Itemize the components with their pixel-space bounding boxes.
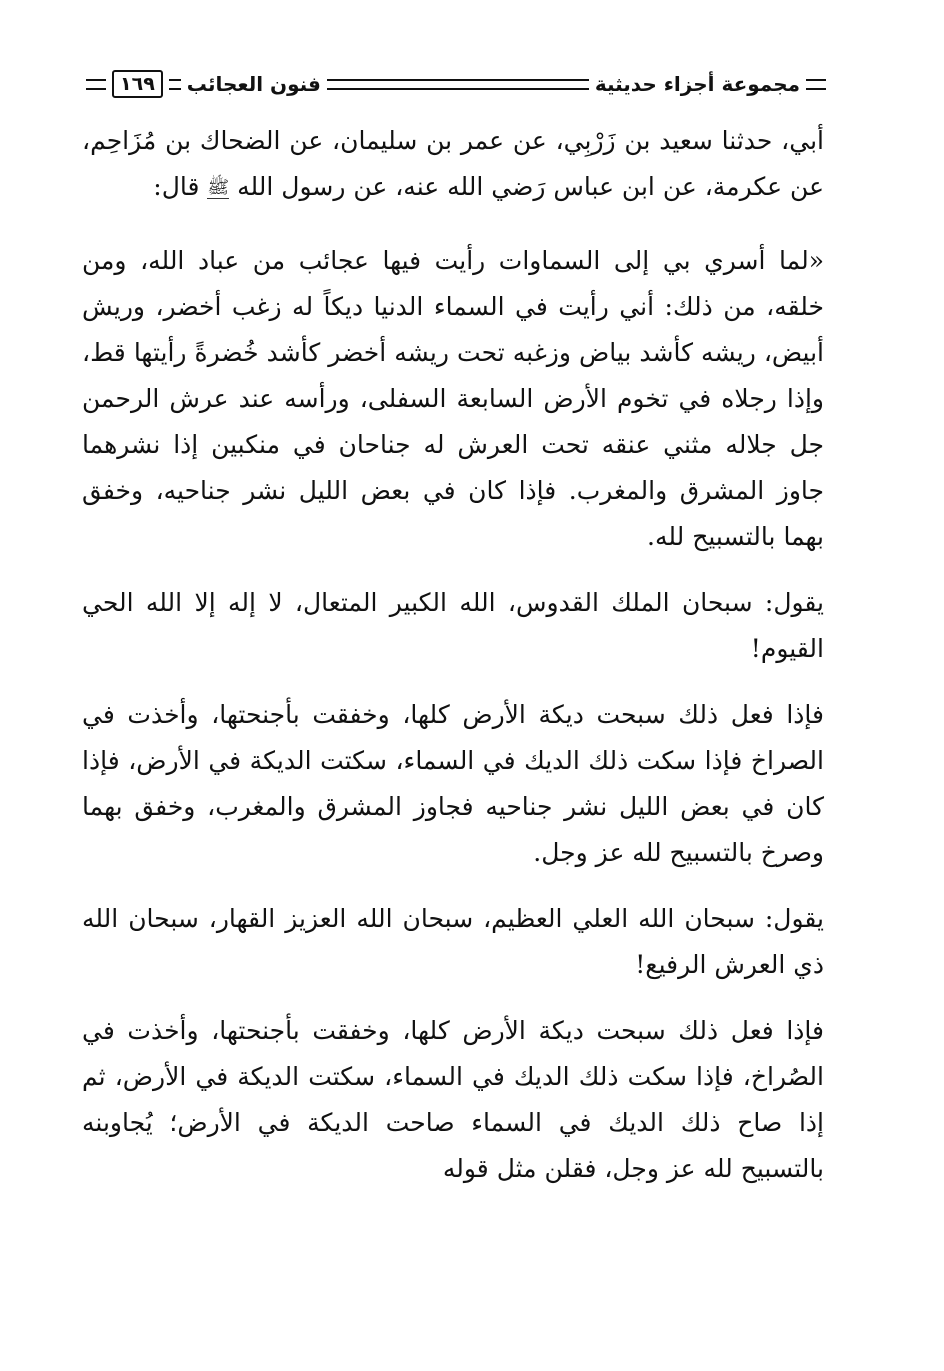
tasbih-paragraph-1: يقول: سبحان الملك القدوس، الله الكبير المتعال، لا إله إلا الله الحي القيوم! [82, 588, 824, 663]
header-rule-middle [327, 79, 589, 90]
page-body [82, 118, 824, 1212]
salla-mark: ﷺ [207, 177, 230, 198]
header-rule-left [169, 79, 181, 90]
isnad-text: أبي، حدثنا سعيد بن زَرْبِي، عن عمر بن سليمان، عن الضحاك بن مُزَاحِم، عن عكرمة، عن ابن عباس رَضي الله عنه، عن رسول الله [82, 126, 824, 201]
roosters-paragraph-1: فإذا فعل ذلك سبحت ديكة الأرض كلها، وخفقت بأجنحتها، وأخذت في الصراخ فإذا سكت ذلك الديك في السماء، سكتت الديكة في الأرض، فإذا كان في بعض الليل نشر جناحيه فجاوز المشرق والمغرب، وخفق بهما وصرخ بالتسبيح لله عز وجل. [82, 700, 824, 867]
section-title: فنون العجائب [186, 72, 321, 96]
header-rule-end [86, 79, 106, 90]
isnad-paragraph [82, 118, 824, 210]
hadith-paragraph: «لما أسري بي إلى السماوات رأيت فيها عجائب من عباد الله، ومن خلقه، من ذلك: أني رأيت في السماء الدنيا ديكاً له زغب أخضر، وريش أبيض، ريشه كأشد بياض وزغبه تحت ريشه أخضر كأشد خُضرةً رأيتها قط، وإذا رجلاه في تخوم الأرض السابعة السفلى، ورأسه عند عرش الرحمن جل جلاله مثني عنقه تحت العرش له جناحان في منكبين إذا نشرهما جاوز المشرق والمغرب. فإذا كان في بعض الليل نشر جناحيه، وخفق بهما بالتسبيح لله. [82, 246, 824, 551]
running-header [80, 64, 832, 104]
roosters-paragraph-2: فإذا فعل ذلك سبحت ديكة الأرض كلها، وخفقت بأجنحتها، وأخذت في الصُراخ، فإذا سكت ذلك الديك في السماء، سكتت الديكة في الأرض، ثم إذا صاح ذلك الديك في السماء صاحت الديكة في الأرض؛ يُجاوبنه بالتسبيح لله عز وجل، فقلن مثل قوله [82, 1016, 824, 1183]
isnad-end: قال: [153, 172, 200, 201]
tasbih-paragraph-2: يقول: سبحان الله العلي العظيم، سبحان الله العزيز القهار، سبحان الله ذي العرش الرفيع! [82, 904, 824, 979]
header-rule-right [806, 79, 826, 90]
page-number: ١٦٩ [112, 70, 163, 98]
book-title: مجموعة أجزاء حديثية [594, 72, 800, 96]
